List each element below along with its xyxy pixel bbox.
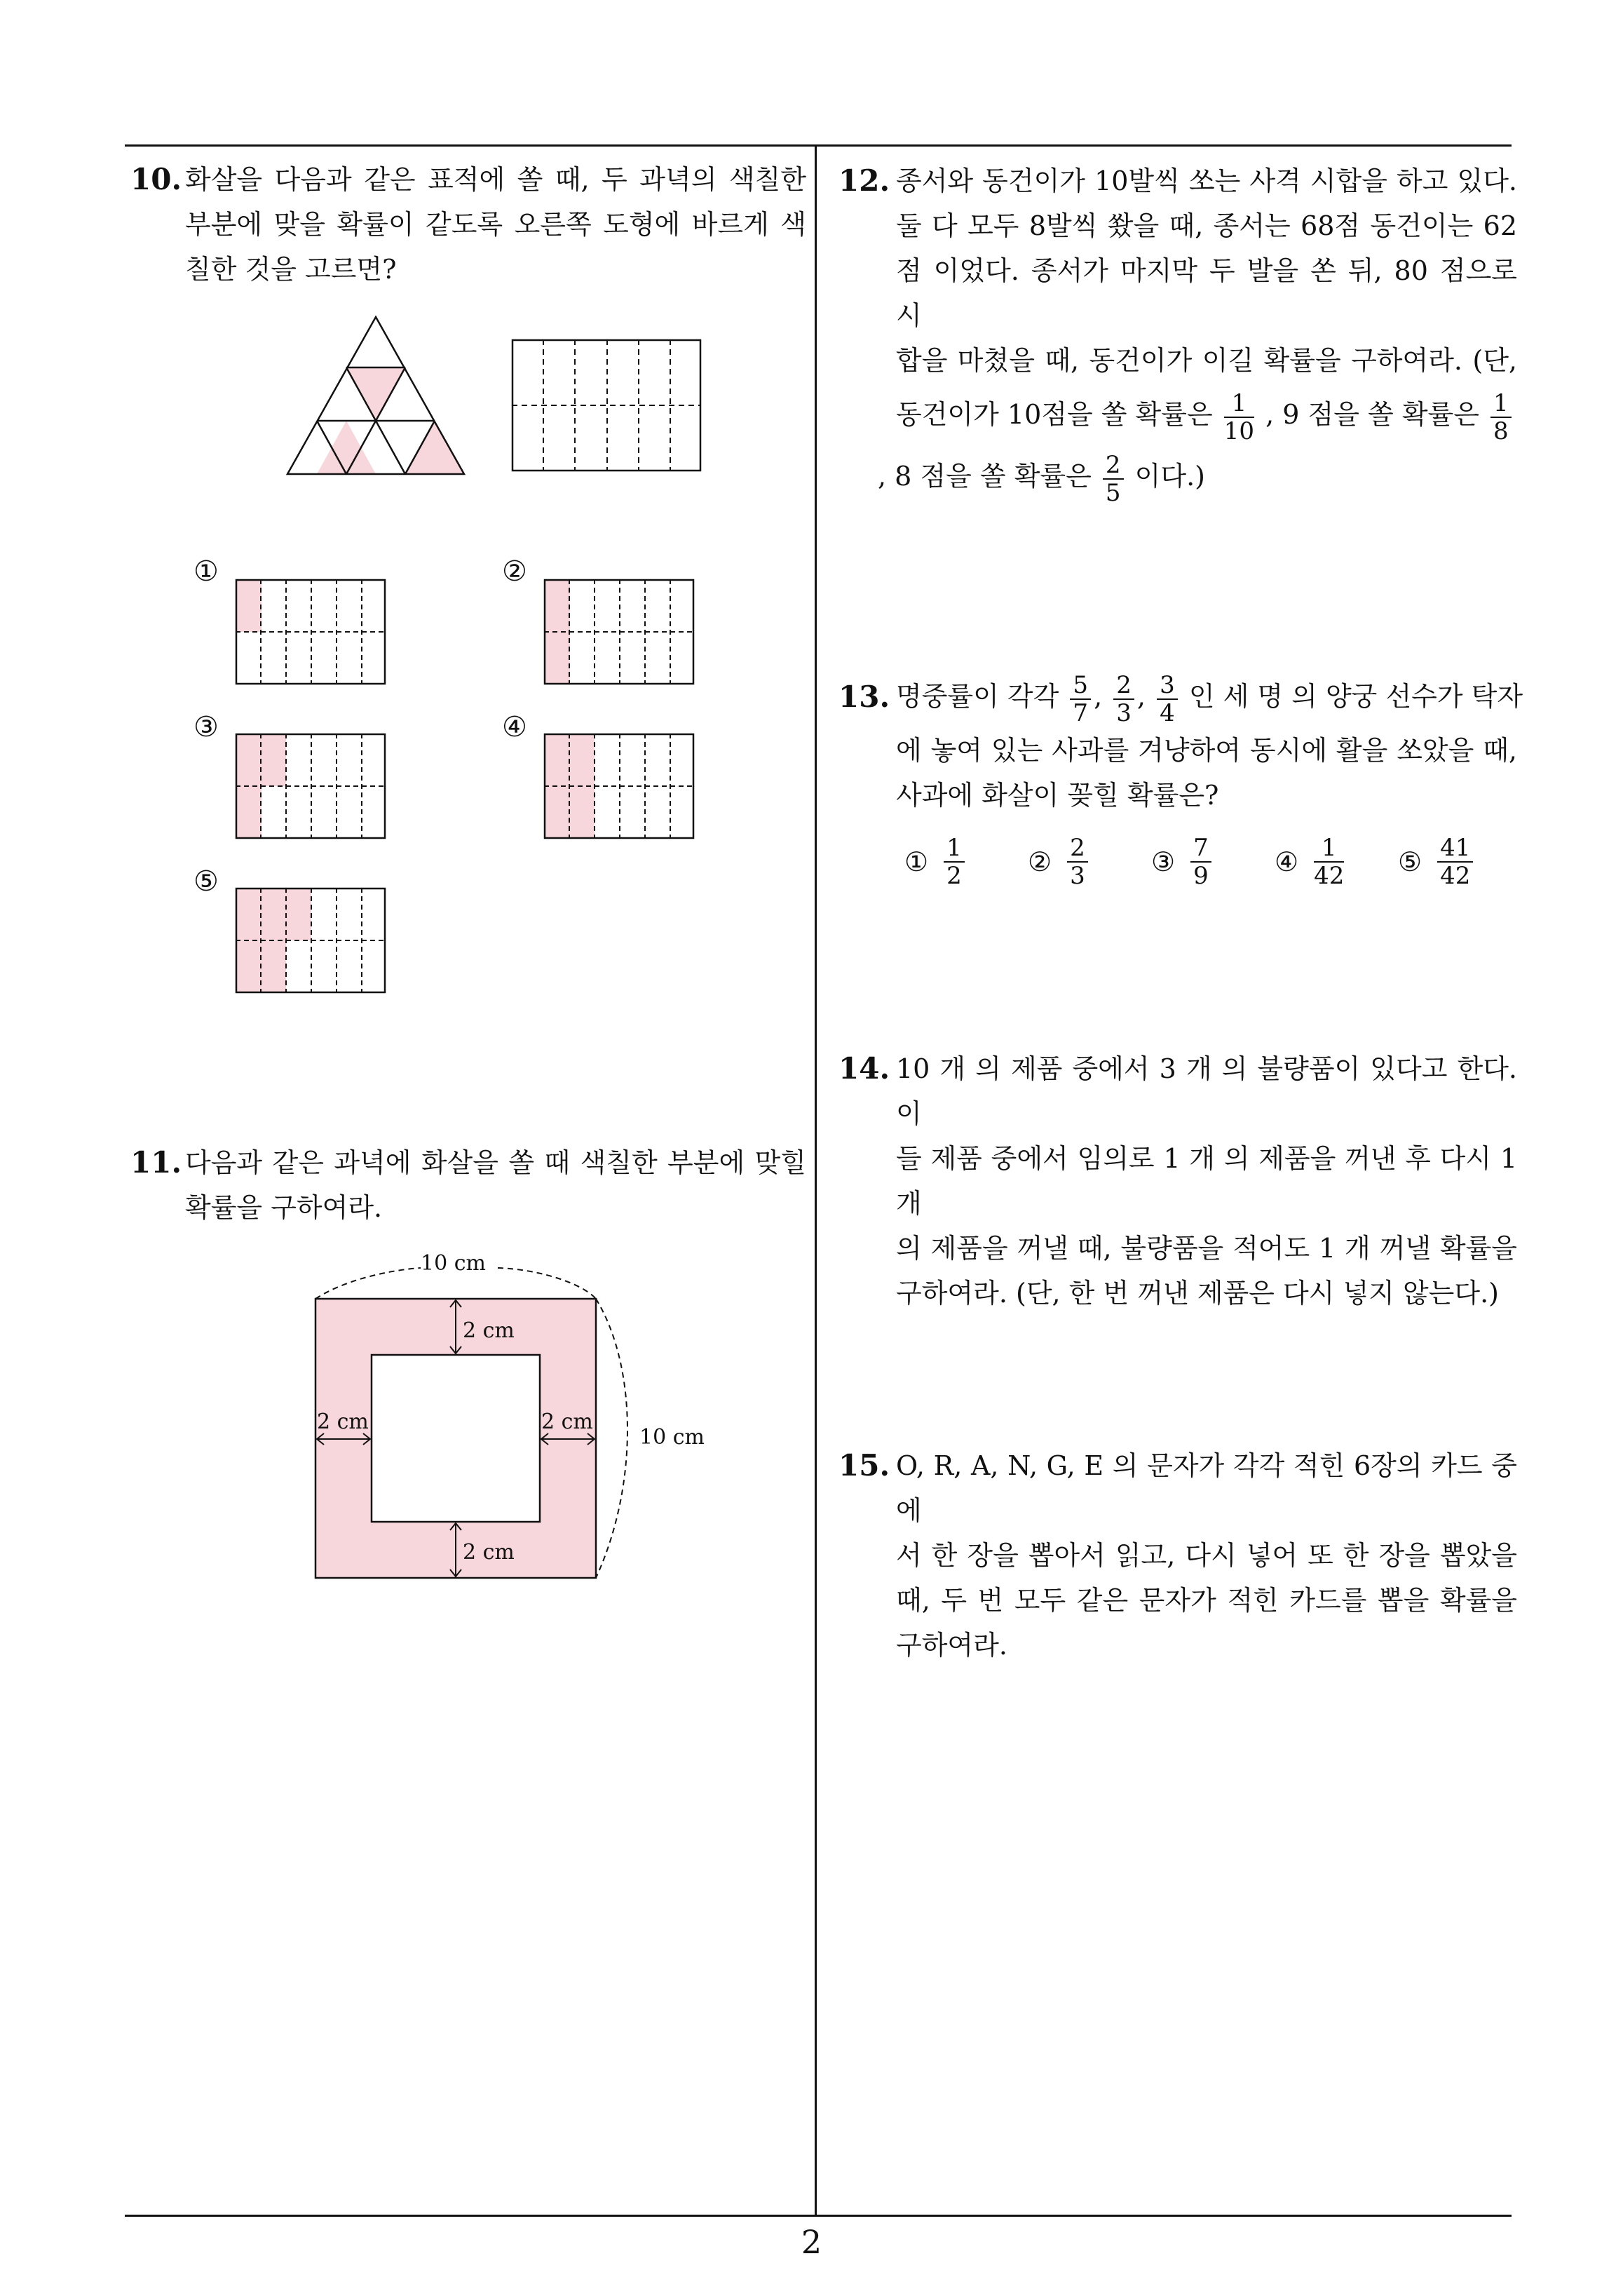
bottom-rule xyxy=(125,2215,1512,2217)
question-10 xyxy=(130,157,806,292)
question-text-line: 때, 두 번 모두 같은 문자가 적힌 카드를 뽑을 확률을 xyxy=(896,1585,1517,1616)
choice-label: ③ xyxy=(193,711,219,743)
question-number: 12. xyxy=(838,163,890,198)
question-text-line: 동건이가 10점을 쏠 확률은 $\frac{1}{10}$ , 9 점을 쏠 확률은 $\frac{1}{8}$ xyxy=(896,383,1517,446)
column-divider xyxy=(815,146,817,2216)
fraction: $\frac{3}{4}$ xyxy=(1157,672,1178,727)
question-number: 13. xyxy=(838,680,890,714)
choice-2[interactable]: ② $\frac{2}{3}$ xyxy=(1028,835,1091,889)
question-text-line: 부분에 맞을 확률이 같도록 오른쪽 도형에 바르게 색 xyxy=(185,209,806,240)
question-number: 10. xyxy=(130,162,182,196)
shaded-triangle xyxy=(346,367,405,421)
question-11 xyxy=(130,1140,806,1230)
label-inner-bottom: 2 cm xyxy=(463,1540,515,1565)
question-14 xyxy=(838,1046,1517,1316)
rectangle-target xyxy=(512,339,702,474)
fraction: $\frac{5}{7}$ xyxy=(1070,672,1091,727)
choice-label: ④ xyxy=(502,711,527,743)
question-text-line: 다음과 같은 과녁에 화살을 쏠 때 색칠한 부분에 맞힐 xyxy=(185,1147,806,1178)
question-text-line: 화살을 다음과 같은 표적에 쏠 때, 두 과녁의 색칠한 xyxy=(185,164,806,195)
question-text-line: 사과에 화살이 꽂힐 확률은? xyxy=(896,780,1219,811)
question-text-line: 10 개 의 제품 중에서 3 개 의 불량품이 있다고 한다. 이 xyxy=(896,1053,1517,1129)
choice-3[interactable]: ③ $\frac{7}{9}$ xyxy=(1151,835,1214,889)
fraction: $\frac{1}{8}$ xyxy=(1490,390,1512,445)
choice-1-grid[interactable] xyxy=(236,579,387,686)
shaded-triangle xyxy=(405,421,464,474)
fraction: $\frac{1}{10}$ xyxy=(1223,389,1255,445)
question-text-line: 합을 마쳤을 때, 동건이가 이길 확률을 구하여라. (단, xyxy=(896,345,1517,376)
question-text-line: 확률을 구하여라. xyxy=(185,1192,383,1223)
question-text-line: 들 제품 중에서 임의로 1 개 의 제품을 꺼낸 후 다시 1 개 xyxy=(896,1143,1517,1219)
question-text-line: 서 한 장을 뽑아서 읽고, 다시 넣어 또 한 장을 뽑았을 xyxy=(896,1540,1517,1571)
question-text-line: O, R, A, N, G, E 의 문자가 각각 적힌 6장의 카드 중에 xyxy=(896,1450,1517,1526)
triangle-target xyxy=(287,317,470,474)
question-text-line: 둘 다 모두 8발씩 쐈을 때, 종서는 68점 동건이는 62 xyxy=(896,210,1517,241)
choice-4[interactable]: ④ $\frac{1}{42}$ xyxy=(1275,834,1345,890)
choice-3-grid[interactable] xyxy=(236,734,387,840)
label-right-height: 10 cm xyxy=(639,1425,705,1450)
question-text-line: 구하여라. xyxy=(896,1630,1007,1661)
choice-2-grid[interactable] xyxy=(544,579,695,686)
question-text-line: 점 이었다. 종서가 마지막 두 발을 쏜 뒤, 80 점으로 시 xyxy=(896,255,1517,331)
choice-1[interactable]: ① $\frac{1}{2}$ xyxy=(904,835,967,889)
question-number: 14. xyxy=(838,1051,890,1086)
question-number: 11. xyxy=(130,1145,182,1180)
question-text-line: 칠한 것을 고르면? xyxy=(185,254,397,285)
question-text-line: 의 제품을 꺼낼 때, 불량품을 적어도 1 개 꺼낼 확률을 xyxy=(896,1233,1517,1264)
question-15 xyxy=(838,1443,1517,1668)
question-13 xyxy=(838,665,1523,818)
question-text-line: 구하여라. (단, 한 번 꺼낸 제품은 다시 넣지 않는다.) xyxy=(896,1278,1499,1309)
question-text-line: , 8 점을 쏠 확률은 $\frac{2}{5}$ 이다.) xyxy=(878,450,1205,507)
choice-label: ② xyxy=(502,555,527,588)
shaded-triangle xyxy=(317,421,376,474)
question-text-line: 명중률이 각각 $\frac{5}{7}$ , $\frac{2}{3}$ , $\frac{3}{4}$ 인 세 명 의 양궁 선수가 탁자 xyxy=(896,670,1523,727)
question-text-line: 에 놓여 있는 사과를 겨냥하여 동시에 활을 쏘았을 때, xyxy=(896,735,1517,766)
choice-4-grid[interactable] xyxy=(544,734,695,840)
choice-5-grid[interactable] xyxy=(236,888,387,994)
choice-label: ① xyxy=(193,555,219,588)
choice-label: ⑤ xyxy=(193,865,219,898)
top-rule xyxy=(125,144,1512,147)
label-top-width: 10 cm xyxy=(421,1251,486,1276)
label-inner-left: 2 cm xyxy=(317,1410,369,1434)
label-inner-top: 2 cm xyxy=(463,1318,515,1343)
fraction: $\frac{2}{3}$ xyxy=(1113,672,1134,727)
label-inner-right: 2 cm xyxy=(541,1410,593,1434)
question-number: 15. xyxy=(838,1448,890,1483)
page-number: 2 xyxy=(801,2223,822,2261)
fraction: $\frac{2}{5}$ xyxy=(1103,452,1124,506)
question-text-line: 종서와 동건이가 10발씩 쏘는 사격 시합을 하고 있다. xyxy=(896,166,1517,196)
choice-5[interactable]: ⑤ $\frac{41}{42}$ xyxy=(1398,835,1476,889)
question-12 xyxy=(838,158,1517,506)
